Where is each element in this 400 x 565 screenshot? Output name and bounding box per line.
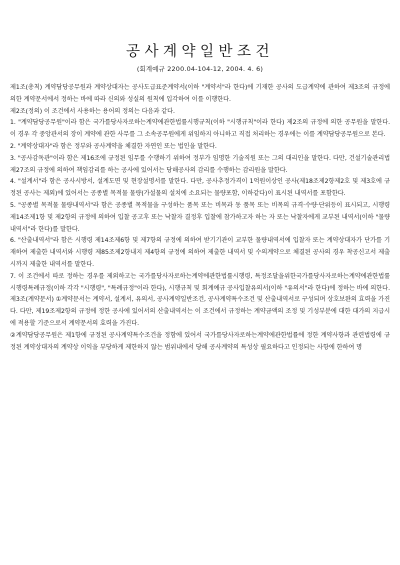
document-body	[10, 82, 390, 561]
definition-item-6: 6. "산출내역서"라 함은 시행령 제14조제6항 및 제7항의 규정에 의하여 받기기관이 교부한 물량내역서에 입찰자 또는 계약상대자가 단가를 기재하여 제출한 내역서와 시행령 제85조제2항내지 제4항의 규정에 의하여 제출한 내역서 및 수의계약으로 체결된 공사의 경우 착공신고서 제출시까지 제출한 내역서를 말한다.	[10, 237, 390, 268]
article-3-paragraph-1: 제3조(계약문서) ①계약문서는 계약서, 설계서, 유의서, 공사계약일반조건, 공사계약특수조건 및 산출내역서로 구성되며 상호보완의 효력을 가진다. 다만, 제19조제2항의 규정에 정한 공사에 있어서의 산출내역서는 이 조건에서 규정하는 계약금액의 조정 및 기성부분에 대한 대가의 지급시에 적용할 기준으로서 계약문서의 효력을 가진다.	[10, 296, 390, 327]
definition-item-7: 7. 이 조건에서 따로 정하는 경우를 제외하고는 국가를당사자로하는계약에관한법률시행령, 특정조달을위한국가를당사자로하는계약에관한법률시행령특례규정(이하 각각 "시행령", "특례규정"이라 한다), 시행규칙 및 회계예규 공사입찰유의서(이하 "유의서"라 한다)에 정하는 바에 의한다.	[10, 272, 390, 292]
definition-item-4: 4. "설계서"라 함은 공사시방서, 설계도면 및 현장설명서를 말한다. 다만, 공사추정가격이 1억원이상인 공사(제18조제2항제2호 및 제3호에 규정된 공사는 제외)에 있어서는 공종별 목적물 물량(가설물의 설치에 소요되는 물량포함, 이하같다)이 표시된 내역서를 포함한다.	[10, 178, 390, 198]
definition-item-5: 5. "공종별 목적물 물량내역서"라 함은 공종별 목적물을 구성하는 품목 또는 비목과 동 품목 또는 비목의 규격·수량·단위등이 표시되고, 시행령 제14조제1항 및 제2항의 규정에 의하여 입찰 공고후 또는 낙찰자 결정후 입찰에 참가하고자 하는 자 또는 낙찰자에게 교부된 내역서(이하 "물량내역서"라 한다)를 말한다.	[10, 201, 390, 233]
definition-item-2: 2. "계약상대자"라 함은 정부와 공사계약을 체결한 자연인 또는 법인을 말한다.	[10, 142, 217, 150]
document-title: 공사계약일반조건	[125, 44, 275, 60]
document-subtitle: (회계예규 2200.04-104-12, 2004. 4. 6)	[136, 65, 264, 73]
definition-item-1: 1. "계약담당공무원"이라 함은 국가를당사자로하는계약에관한법률시행규칙(이하 "시행규칙"이라 한다) 제2조의 규정에 의한 공무원을 말한다. 이 경우 각 중앙관서의 장이 계약에 관한 사무를 그 소속공무원에게 위임하지 아니하고 직접 처리하는 경우에는 이를 계약담당공무원으로 본다.	[10, 119, 390, 139]
article-3-paragraph-2: ②계약담당공무원은 제1항에 규정된 공사계약특수조건을 정함에 있어서 국가를당사자로하는계약에관한법률에 정한 계약사항과 관련법령에 규정된 계약상대자의 계약상 이익을 부당하게 제한하지 않는 범위내에서 당해 공사계약의 특성상 필요하다고 인정되는 사항에 한하여 명	[10, 331, 390, 351]
article-1-paragraph: 제1조(총칙) 계약담당공무원과 계약상대자는 공사도급표준계약서(이하 "계약서"라 한다)에 기재한 공사의 도급계약에 관하여 제3조의 규정에 의한 계약문서에서 정하는 바에 따라 신의와 성실의 원칙에 입각하여 이를 이행한다.	[10, 84, 390, 103]
definition-item-3: 3. "공사감독관"이라 함은 제16조에 규정된 임무를 수행하기 위하여 정부가 임명한 기술직원 또는 그의 대리인을 말한다. 다만, 건설기술관리법 제27조의 규정에 의하여 책임감리를 하는 공사에 있어서는 당해공사의 감리를 수행하는 감리원을 말한다.	[10, 154, 390, 174]
article-2-paragraph: 제2조(정의) 이 조건에서 사용하는 용어의 정의는 다음과 같다.	[10, 107, 175, 115]
